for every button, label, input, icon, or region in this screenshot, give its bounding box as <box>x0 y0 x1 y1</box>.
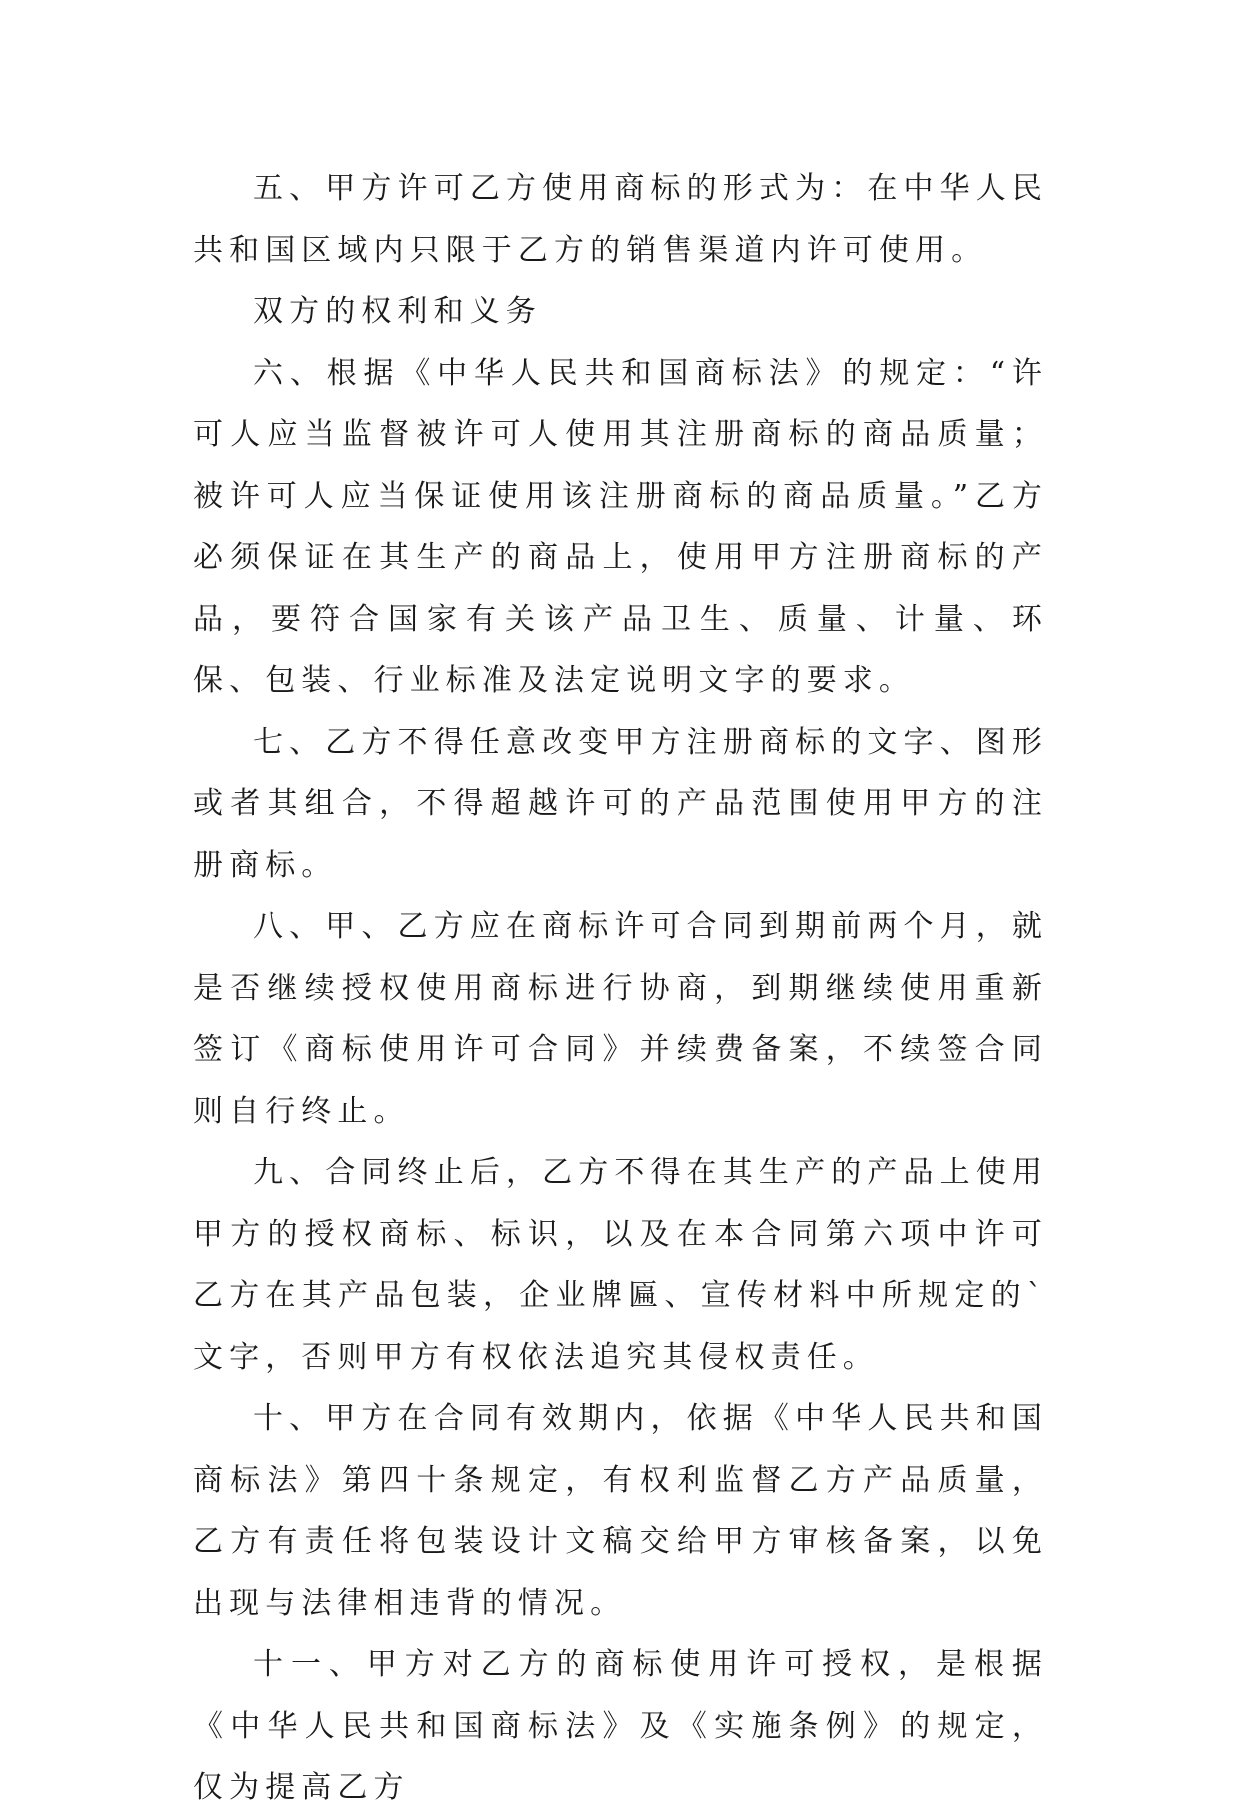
clause-5: 五、甲方许可乙方使用商标的形式为：在中华人民共和国区域内只限于乙方的销售渠道内许可使用。 <box>193 171 1048 268</box>
clause-11: 十一、甲方对乙方的商标使用许可授权，是根据《中华人民共和国商标法》及《实施条例》的规定，仅为提高乙方 <box>193 1647 1048 1805</box>
clause-7: 七、乙方不得任意改变甲方注册商标的文字、图形或者其组合，不得超越许可的产品范围使用甲方的注册商标。 <box>193 724 1048 883</box>
section-heading-rights-obligations: 双方的权利和义务 <box>253 294 542 329</box>
clause-6: 六、根据《中华人民共和国商标法》的规定：“许可人应当监督被许可人使用其注册商标的商品质量；被许可人应当保证使用该注册商标的商品质量。”乙方必须保证在其生产的商品上，使用甲方注册商标的产品，要符合国家有关该产品卫生、质量、计量、环保、包装、行业标准及法定说明文字的要求。 <box>193 355 1048 698</box>
document-body <box>193 158 1048 1819</box>
clause-9: 九、合同终止后，乙方不得在其生产的产品上使用甲方的授权商标、标识，以及在本合同第六项中许可乙方在其产品包装，企业牌匾、宣传材料中所规定的`文字，否则甲方有权依法追究其侵权责任。 <box>193 1155 1048 1375</box>
clause-8: 八、甲、乙方应在商标许可合同到期前两个月，就是否继续授权使用商标进行协商，到期继续使用重新签订《商标使用许可合同》并续费备案，不续签合同则自行终止。 <box>193 909 1048 1129</box>
clause-10: 十、甲方在合同有效期内，依据《中华人民共和国商标法》第四十条规定，有权利监督乙方产品质量，乙方有责任将包装设计文稿交给甲方审核备案，以免出现与法律相违背的情况。 <box>193 1401 1048 1621</box>
